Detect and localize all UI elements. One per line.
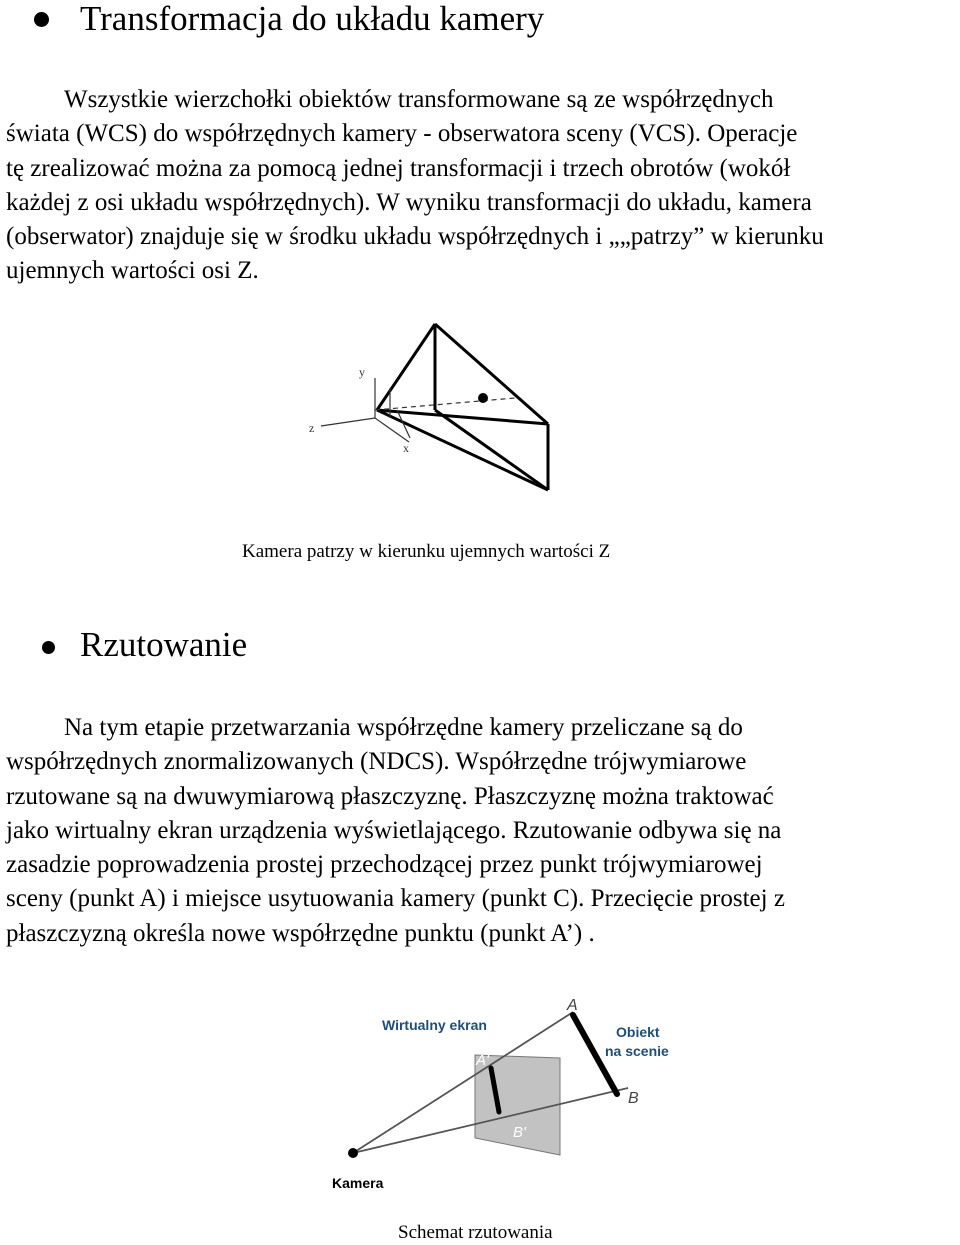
projection-scheme-figure [332,990,675,1222]
axis-z-label: z [309,421,315,435]
bullet-icon [34,12,49,27]
axis-x-label: x [403,441,409,455]
point-b-label: B [628,1090,639,1107]
point-a-prime-label: A' [476,1052,489,1069]
camera-label: Kamera [332,1175,384,1191]
paragraph-line: tę zrealizować można za pomocą jednej transformacji i trzech obrotów (wokół [6,154,791,182]
figure-caption-camera: Kamera patrzy w kierunku ujemnych wartości Z [242,541,611,562]
paragraph-line: świata (WCS) do współrzędnych kamery - obserwatora sceny (VCS). Operacje [6,120,798,148]
paragraph-line: sceny (punkt A) i miejsce usytuowania kamery (punkt C). Przecięcie prostej z [6,885,785,913]
paragraph-line: płaszczyzną określa nowe współrzędne punktu (punkt A’) . [6,919,595,947]
camera-point [348,1148,358,1158]
paragraph-line: każdej z osi układu współrzędnych). W wyniku transformacji do układu, kamera [6,188,812,216]
paragraph-line: rzutowane są na dwuwymiarową płaszczyznę. Płaszczyznę można traktować [6,782,774,810]
object-label-line1: Obiekt [616,1024,660,1040]
paragraph-line: (obserwator) znajduje się w środku układu współrzędnych i „„patrzy” w kierunku [6,223,824,251]
paragraph-camera-transform [6,83,956,289]
object-label-line2: na scenie [605,1043,669,1059]
axis-y-label: y [359,365,365,379]
figure-caption-projection: Schemat rzutowania [398,1222,553,1243]
section-title: Rzutowanie [80,625,248,664]
camera-frustum-figure [285,318,665,518]
screen-label: Wirtualny ekran [382,1017,487,1033]
point-a-label: A [567,997,578,1014]
section-title: Transformacja do układu kamery [80,0,545,38]
paragraph-projection [6,711,956,951]
paragraph-line: jako wirtualny ekran urządzenia wyświetlającego. Rzutowanie odbywa się na [6,816,782,844]
paragraph-line: współrzędnych znormalizowanych (NDCS). Współrzędne trójwymiarowe [6,748,747,776]
paragraph-line: zasadzie poprowadzenia prostej przechodzącej przez punkt trójwymiarowej [6,851,763,879]
paragraph-line: Wszystkie wierzchołki obiektów transformowane są ze współrzędnych [64,86,774,113]
paragraph-line: Na tym etapie przetwarzania współrzędne kamery przeliczane są do [64,714,743,741]
paragraph-line: ujemnych wartości osi Z. [6,257,259,285]
bullet-icon [42,641,55,654]
point-b-prime-label: B' [513,1124,526,1141]
